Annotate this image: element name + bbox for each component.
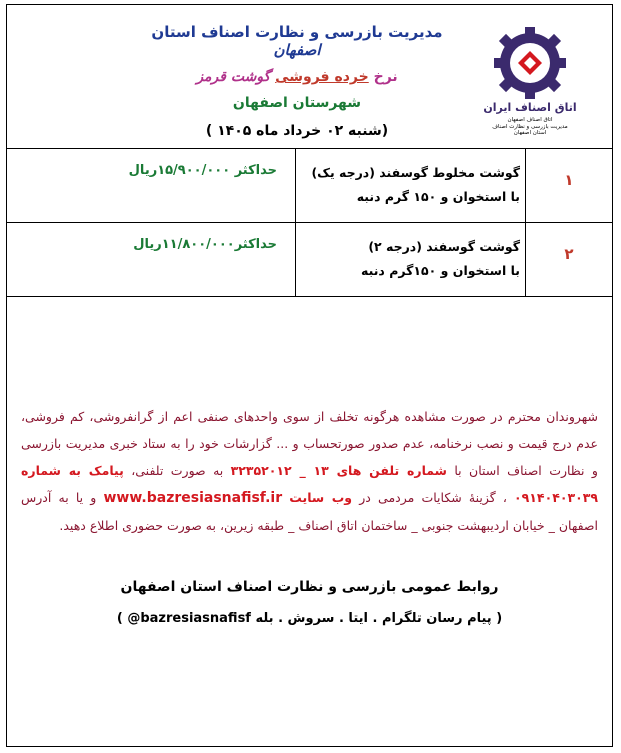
header-date: (شنبه ۰۲ خرداد ماه ۱۴۰۵ ): [205, 123, 389, 139]
item-description: [300, 235, 520, 283]
header-subtitle: [127, 69, 467, 85]
col-divider: [295, 223, 297, 296]
price-row: [7, 149, 612, 223]
footer-title: روابط عمومی بازرسی و نظارت اصناف استان اصفهان: [120, 579, 499, 595]
notice-web-label: وب سایت: [289, 490, 353, 505]
item-name: گوشت گوسفند (درجه ۲): [368, 239, 520, 254]
guild-chamber-logo: [475, 25, 585, 135]
logo-sub3: استان اصفهان: [513, 130, 547, 135]
header: [7, 5, 612, 149]
subtitle-meat: گوشت قرمز: [196, 69, 271, 85]
title-city: اصفهان: [273, 41, 321, 59]
row-number: ۲: [564, 245, 574, 263]
item-price: حداکثر ۱۵/۹۰۰/۰۰۰ریال: [128, 163, 277, 178]
subtitle-retail: خرده فروشی: [275, 69, 369, 85]
notice-sms: پیامک به شماره ۰۹۱۴۰۴۰۳۰۳۹: [21, 463, 598, 505]
price-row: [7, 223, 612, 297]
header-county: شهرستان اصفهان: [232, 95, 362, 111]
logo-sub1: اتاق اصناف اصفهان: [507, 117, 553, 123]
item-price: حداکثر۱۱/۸۰۰/۰۰۰ریال: [133, 237, 277, 252]
logo-sub2: مدیریت بازرسی و نظارت اصناف: [492, 124, 568, 130]
header-title: [127, 23, 467, 59]
item-detail: با استخوان و ۱۵۰گرم دنبه: [361, 263, 520, 278]
row-number: ۱: [564, 171, 574, 189]
notice-address: و یا به آدرس اصفهان _ خیابان اردیبهشت جنوبی _ ساختمان اتاق اصناف _ طبقه زیرین، به صورت حضوری اطلاع دهید.: [21, 490, 598, 533]
footer-messengers: ( پیام رسان تلگرام . ایتا . سروش . بله bazresiasnafisf@ ): [116, 611, 503, 626]
item-description: [300, 161, 520, 209]
notice-text: [21, 403, 598, 539]
logo-title: اتاق اصناف ایران: [483, 101, 577, 114]
notice-phone-suffix: به صورت تلفنی،: [131, 463, 224, 478]
item-name: گوشت مخلوط گوسفند (درجه یک): [311, 165, 520, 180]
title-main: مدیریت بازرسی و نظارت اصناف استان: [151, 23, 443, 41]
header-text: [127, 19, 467, 139]
website-link[interactable]: www.bazresiasnafisf.ir: [103, 490, 283, 506]
col-divider: [295, 149, 297, 222]
notice-complaints: ، گزینهٔ شکایات مردمی در: [359, 490, 507, 505]
notice-phone: شماره تلفن های ۱۳ _ ۳۲۳۵۲۰۱۲: [230, 463, 447, 478]
notice-frame: [6, 4, 613, 747]
gear-icon: [494, 27, 566, 99]
subtitle-rate: نرخ: [373, 69, 398, 85]
notice-intro: شهروندان محترم در صورت مشاهده هرگونه تخلف از سوی واحدهای صنفی اعم از گرانفروشی، کم فروشی، عدم درج قیمت و نصب نرخنامه، عدم صدور صورتحساب و ... گزارشات خود را به ستاد خبری مدیریت بازرسی و نظارت اصناف استان با: [21, 409, 598, 478]
item-detail: با استخوان و ۱۵۰ گرم دنبه: [356, 189, 520, 204]
